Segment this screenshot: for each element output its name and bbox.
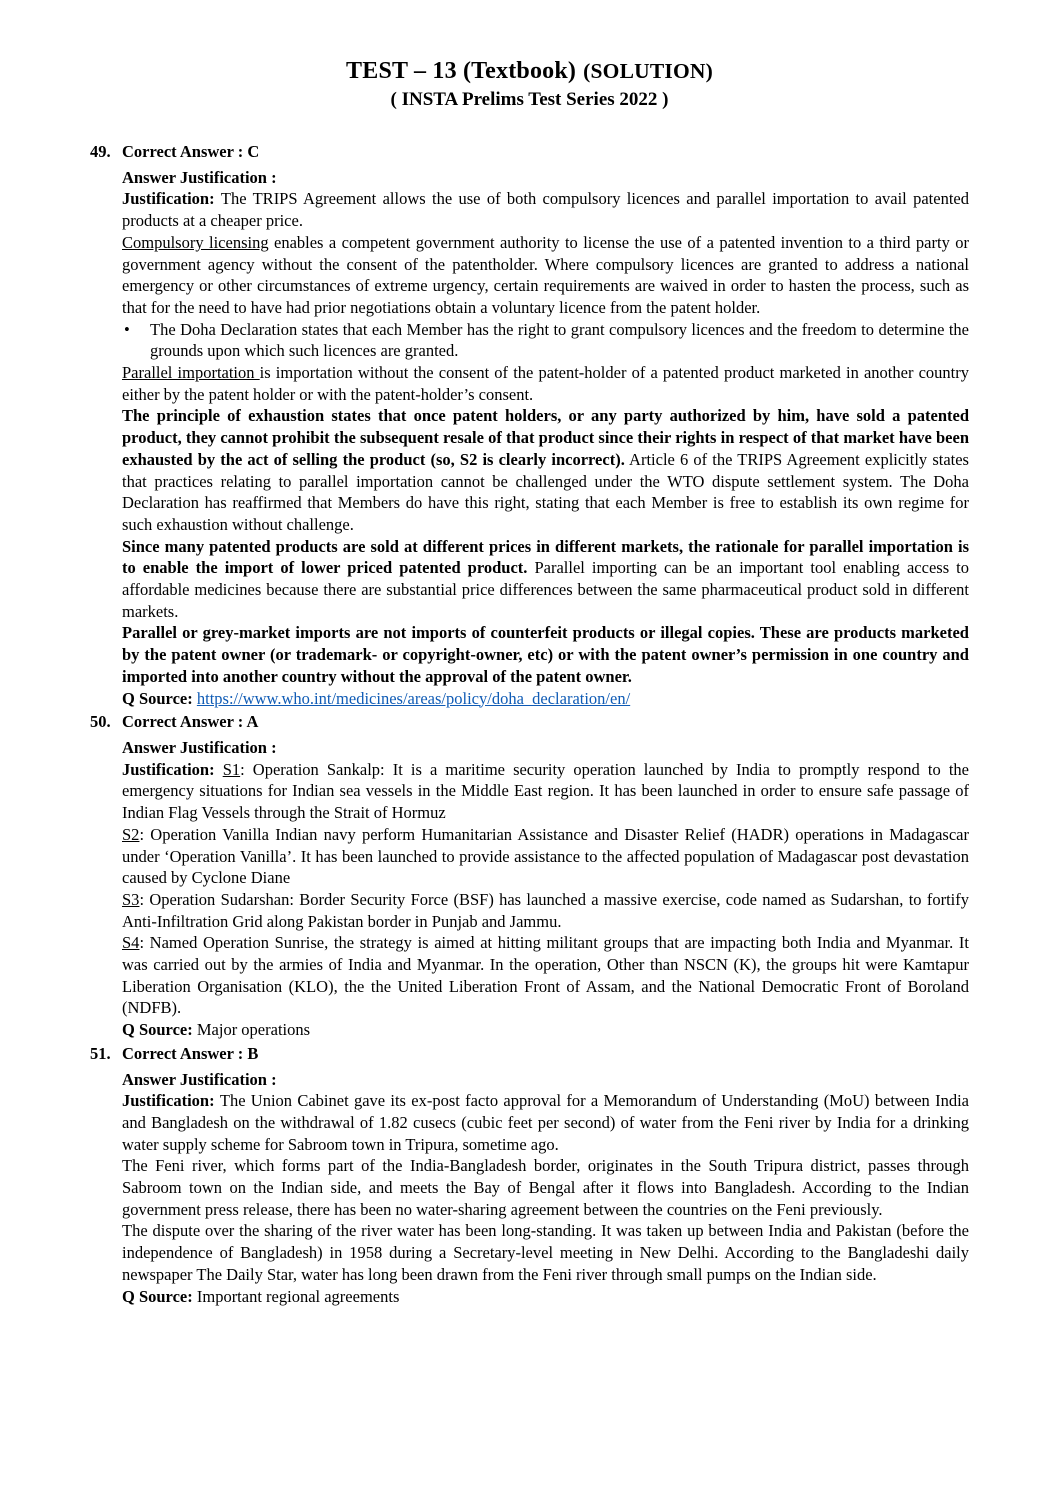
document-header: [90, 56, 969, 113]
justification-paragraph: [122, 759, 969, 824]
justification-paragraph: [122, 188, 969, 231]
title-main: TEST – 13 (Textbook): [346, 58, 577, 84]
justification-paragraph: [122, 1019, 969, 1041]
text-run: : Operation Vanilla Indian navy perform Humanitarian Assistance and Disaster Relief (HADR) operations in Madagascar under ‘Operation Vanilla’. It has been launched to provide assistance to the affected population of Madagascar post devastation caused by Cyclone Diane: [122, 824, 969, 888]
correct-answer: Correct Answer : C: [122, 142, 260, 161]
title-solution: (SOLUTION): [583, 59, 713, 83]
text-run: The Union Cabinet gave its ex-post facto approval for a Memorandum of Understanding (MoU) between India and Bangladesh on the withdrawal of 1.82 cusecs (cubic feet per second) of water from the Feni river by India for a drinking water supply scheme for Sabroom town in Tripura, sometime ago.: [122, 1091, 969, 1154]
text-run: The TRIPS Agreement allows the use of both compulsory licences and parallel importation to avail patented products at a cheaper price.: [122, 189, 969, 231]
document-title: [90, 56, 969, 87]
text-run: Parallel importing can be an important tool enabling access to affordable medicines because there are substantial price differences between the same pharmaceutical product sold in different markets.: [122, 558, 969, 621]
underlined-text-run: S2: [122, 824, 140, 844]
bold-text-run: Justification:: [122, 1091, 220, 1111]
text-run: : Named Operation Sunrise, the strategy is aimed at hitting militant groups that are impacting both India and Myanmar. It was carried out by the armies of India and Myanmar. In the operation, Other than NSCN (K), the groups hit were Kamtapur Liberation Organisation (KLO), the the United Liberation Front of Assam, and the National Democratic Front of Boroland (NDFB).: [122, 933, 969, 1018]
bold-text-run: Since many patented products are sold at different prices in different markets, the rationale for parallel importation is to enable the import of lower priced patented product.: [122, 536, 969, 578]
justification-paragraph: [122, 1220, 969, 1285]
source-link[interactable]: https://www.who.int/medicines/areas/policy/doha_declaration/en/: [196, 688, 631, 708]
question-number: 49.: [90, 142, 111, 161]
question-number: 50.: [90, 712, 111, 732]
justification-paragraph: [122, 405, 969, 535]
bold-text-run: The principle of exhaustion states that once patent holders, or any party authorized by him, have sold a patented product, they cannot prohibit the subsequent resale of that product since their rights in respect of that market have been exhausted by the act of selling the product (so, S2 is clearly incorrect).: [122, 406, 969, 469]
underlined-text-run: S3: [122, 889, 140, 909]
solutions-list: [90, 141, 969, 1307]
text-run: Article 6 of the TRIPS Agreement explicitly states that practices relating to parallel importation cannot be challenged under the WTO dispute settlement system. The Doha Declaration has reaffirmed that Members do have this right, stating that each Member is free to establish its own regime for such exhaustion without challenge.: [122, 449, 969, 534]
underlined-text-run: S4: [122, 933, 140, 953]
correct-answer: Correct Answer : A: [122, 712, 259, 732]
answer-line: [90, 711, 969, 733]
question-solution: [90, 1043, 969, 1307]
bullet-item: [122, 319, 969, 362]
justification-paragraph: [122, 889, 969, 932]
text-run: The dispute over the sharing of the river water has been long-standing. It was taken up between India and Pakistan (before the independence of Bangladesh) in 1958 during a Secretary-level meeting in New Delhi. According to the Bangladeshi daily newspaper The Daily Star, water has long been drawn from the Feni river through small pumps on the Indian side.: [122, 1221, 969, 1284]
bold-text-run: Justification:: [122, 759, 223, 779]
question-solution: [90, 141, 969, 709]
underlined-text-run: S1: [222, 759, 241, 779]
document-subtitle: ( INSTA Prelims Test Series 2022 ): [390, 89, 669, 110]
text-run: : Operation Sankalp: It is a maritime security operation launched by India to promptly respond to the emergency situations for Indian sea vessels in the Middle East region. It has been launched in order to ensure safe passage of Indian Flag Vessels through the Strait of Hormuz: [122, 759, 969, 823]
answer-line: [90, 141, 969, 163]
text-run: The Feni river, which forms part of the India-Bangladesh border, originates in the South Tripura district, passes through Sabroom town on the Indian side, and meets the Bay of Bengal after it flows into Bangladesh. According to the Indian government press release, there has been no water-sharing agreement between the countries on the Feni previously.: [122, 1156, 969, 1219]
justification-paragraph: [122, 1090, 969, 1155]
bold-text-run: Q Source:: [122, 688, 197, 708]
bold-text-run: Parallel or grey-market imports are not imports of counterfeit products or illegal copies. These are products marketed by the patent owner (or trademark- or copyright-owner, etc) or with the patent owner’s permission in one country and imported into another country without the approval of the patent owner.: [122, 623, 969, 686]
correct-answer: Correct Answer : B: [122, 1043, 259, 1063]
answer-justification-label: Answer Justification :: [122, 167, 277, 187]
underlined-text-run: Compulsory licensing: [122, 232, 269, 252]
justification-paragraph: [122, 1155, 969, 1220]
justification-paragraph: [122, 932, 969, 1019]
question-number: 51.: [90, 1043, 111, 1063]
justification-paragraph: [122, 232, 969, 319]
bold-text-run: Justification:: [122, 189, 221, 209]
text-run: : Operation Sudarshan: Border Security Force (BSF) has launched a massive exercise, code named as Sudarshan, to fortify Anti-Infiltration Grid along Pakistan border in Punjab and Jammu.: [122, 889, 969, 931]
text-run: The Doha Declaration states that each Member has the right to grant compulsory licences and the freedom to determine the grounds upon which such licences are granted.: [150, 319, 969, 361]
justification-paragraph: [122, 688, 969, 710]
underlined-text-run: Parallel importation: [122, 363, 260, 383]
justification-paragraph: [122, 824, 969, 889]
text-run: Important regional agreements: [196, 1286, 400, 1306]
answer-justification-label: Answer Justification :: [122, 737, 277, 757]
text-run: enables a competent government authority to license the use of a patented invention to a third party or government agency without the consent of the patentholder. Where compulsory licences are granted to address a national emergency or other circumstances of extreme urgency, certain requirements are waived in order to hasten the process, such as that for the need to have had prior negotiations obtain a voluntary licence from the patent holder.: [122, 232, 969, 317]
justification-paragraph: [122, 1286, 969, 1308]
bold-text-run: Q Source:: [122, 1020, 197, 1040]
justification-paragraph: [122, 362, 969, 405]
text-run: is importation without the consent of the patent-holder of a patented product marketed in another country either by the patent holder or with the patent-holder’s consent.: [122, 363, 969, 404]
answer-justification-label: Answer Justification :: [122, 1069, 277, 1089]
justification-paragraph: [122, 536, 969, 623]
question-solution: [90, 711, 969, 1041]
justification-paragraph: [122, 622, 969, 687]
bold-text-run: Q Source:: [122, 1286, 197, 1306]
text-run: Major operations: [196, 1020, 311, 1040]
answer-line: [90, 1043, 969, 1065]
